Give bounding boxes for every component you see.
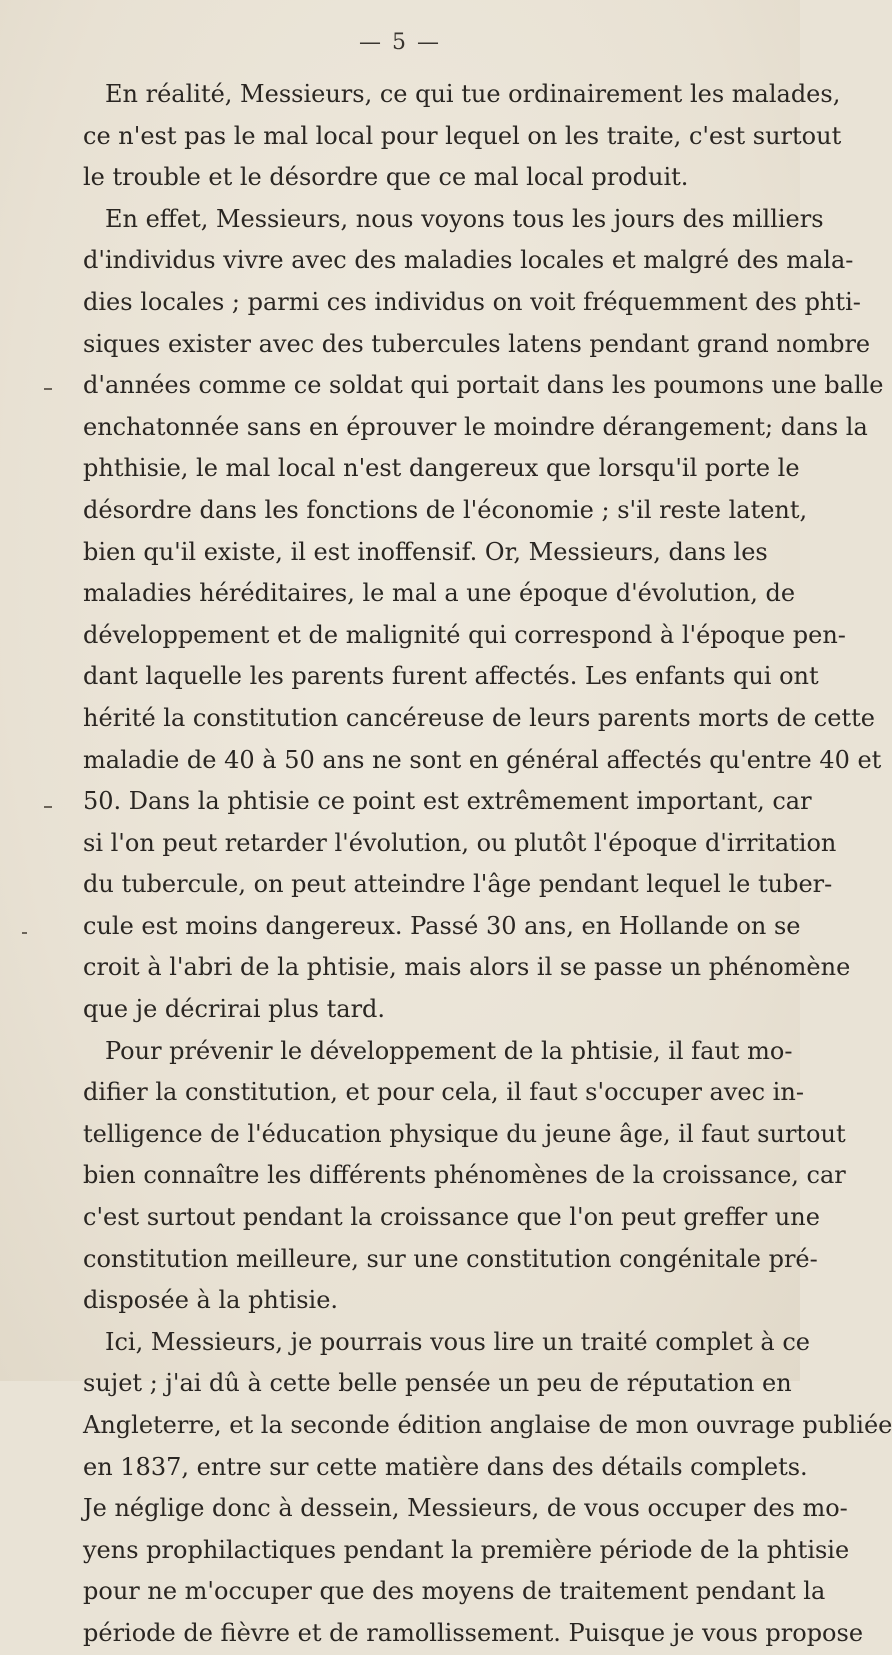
text-line: le trouble et le désordre que ce mal local produit. [83, 163, 689, 192]
text-line: si l'on peut retarder l'évolution, ou plutôt l'époque d'irritation [83, 828, 837, 857]
text-line: Ici, Messieurs, je pourrais vous lire un traité complet à ce [105, 1327, 810, 1356]
text-line: bien qu'il existe, il est inoffensif. Or, Messieurs, dans les [83, 537, 768, 566]
text-line: Je néglige donc à dessein, Messieurs, de vous occuper des mo- [83, 1494, 848, 1523]
text-line: du tubercule, on peut atteindre l'âge pendant lequel le tuber- [83, 870, 833, 899]
text-line: croit à l'abri de la phtisie, mais alors il se passe un phénomène [83, 953, 851, 982]
text-line: telligence de l'éducation physique du jeune âge, il faut surtout [83, 1119, 846, 1148]
text-line: 50. Dans la phtisie ce point est extrêmement important, car [83, 787, 812, 816]
text-line: développement et de malignité qui correspond à l'époque pen- [83, 620, 846, 649]
text-line: difier la constitution, et pour cela, il faut s'occuper avec in- [83, 1078, 804, 1107]
text-line: yens prophilactiques pendant la première période de la phtisie [83, 1535, 850, 1564]
text-line: phthisie, le mal local n'est dangereux que lorsqu'il porte le [83, 454, 800, 483]
text-line: ce n'est pas le mal local pour lequel on les traite, c'est surtout [83, 121, 842, 150]
text-line: Pour prévenir le développement de la phtisie, il faut mo- [105, 1036, 793, 1065]
text-line: siques exister avec des tubercules latens pendant grand nombre [83, 329, 871, 358]
text-line: En effet, Messieurs, nous voyons tous les jours des milliers [105, 204, 824, 233]
text-line: pour ne m'occuper que des moyens de traitement pendant la [83, 1577, 826, 1606]
text-line: c'est surtout pendant la croissance que l'on peut greffer une [83, 1203, 820, 1232]
text-line: constitution meilleure, sur une constitution congénitale pré- [83, 1244, 818, 1273]
text-line: cule est moins dangereux. Passé 30 ans, en Hollande on se [83, 911, 801, 940]
margin-mark [44, 388, 52, 390]
page-number: — 5 — [359, 30, 441, 55]
text-line: d'années comme ce soldat qui portait dans les poumons une balle [83, 371, 884, 400]
text-line: en 1837, entre sur cette matière dans des détails complets. [83, 1452, 808, 1481]
text-line: bien connaître les différents phénomènes de la croissance, car [83, 1161, 846, 1190]
body-text [83, 74, 892, 1655]
text-line: disposée à la phtisie. [83, 1286, 339, 1315]
text-line: désordre dans les fonctions de l'économie ; s'il reste latent, [83, 495, 808, 524]
text-line: dies locales ; parmi ces individus on voit fréquemment des phti- [83, 287, 861, 316]
text-line: sujet ; j'ai dû à cette belle pensée un peu de réputation en [83, 1369, 792, 1398]
text-line: Angleterre, et la seconde édition anglaise de mon ouvrage publiée [83, 1411, 892, 1439]
text-line: maladies héréditaires, le mal a une époque d'évolution, de [83, 579, 796, 608]
margin-mark [22, 932, 27, 934]
text-line: hérité la constitution cancéreuse de leurs parents morts de cette [83, 703, 875, 732]
text-line: que je décrirai plus tard. [83, 995, 386, 1024]
text-line: période de fièvre et de ramollissement. Puisque je vous propose [83, 1618, 864, 1647]
text-line: d'individus vivre avec des maladies locales et malgré des mala- [83, 246, 854, 275]
text-line: En réalité, Messieurs, ce qui tue ordinairement les malades, [105, 80, 841, 108]
text-line: dant laquelle les parents furent affectés. Les enfants qui ont [83, 662, 819, 691]
text-line: enchatonnée sans en éprouver le moindre dérangement; dans la [83, 412, 868, 441]
text-line: maladie de 40 à 50 ans ne sont en général affectés qu'entre 40 et [83, 745, 882, 774]
margin-mark [44, 806, 52, 808]
